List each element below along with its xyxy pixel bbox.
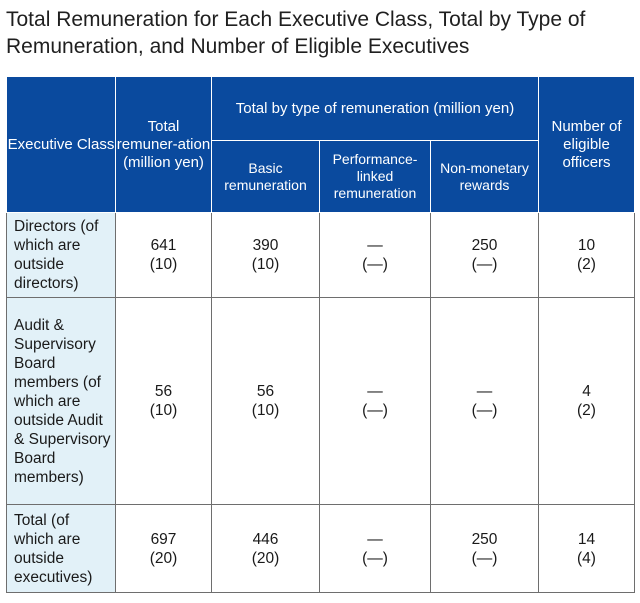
- cell-non-monetary: 250 (—): [431, 213, 539, 298]
- cell-total: 641 (10): [116, 213, 212, 298]
- header-total-remuneration: Total remuner-ation (million yen): [116, 77, 212, 213]
- header-non-monetary: Non-monetary rewards: [431, 141, 539, 213]
- table-row: [7, 213, 635, 298]
- remuneration-table: [6, 76, 635, 593]
- cell-total: 697 (20): [116, 505, 212, 593]
- cell-total: 56 (10): [116, 298, 212, 505]
- header-executive-class: Executive Class: [7, 77, 116, 213]
- header-eligible-officers: Number of eligible officers: [539, 77, 635, 213]
- row-label: Total (of which are outside executives): [7, 505, 116, 593]
- cell-basic: 56 (10): [212, 298, 320, 505]
- cell-basic: 390 (10): [212, 213, 320, 298]
- cell-performance: — (—): [320, 505, 431, 593]
- table-row: [7, 505, 635, 593]
- cell-officers: 14 (4): [539, 505, 635, 593]
- header-basic-remuneration: Basic remuneration: [212, 141, 320, 213]
- cell-non-monetary: — (—): [431, 298, 539, 505]
- cell-officers: 10 (2): [539, 213, 635, 298]
- cell-officers: 4 (2): [539, 298, 635, 505]
- row-label: Audit & Supervisory Board members (of which are outside Audit & Supervisory Board members): [7, 298, 116, 505]
- header-performance-linked: Performance-linked remuneration: [320, 141, 431, 213]
- cell-non-monetary: 250 (—): [431, 505, 539, 593]
- page-title: Total Remuneration for Each Executive Class, Total by Type of Remuneration, and Number of Eligible Executives: [6, 8, 586, 58]
- cell-performance: — (—): [320, 213, 431, 298]
- row-label: Directors (of which are outside directors): [7, 213, 116, 298]
- cell-basic: 446 (20): [212, 505, 320, 593]
- cell-performance: — (—): [320, 298, 431, 505]
- table-row: [7, 298, 635, 505]
- header-total-by-type: Total by type of remuneration (million yen): [212, 77, 539, 141]
